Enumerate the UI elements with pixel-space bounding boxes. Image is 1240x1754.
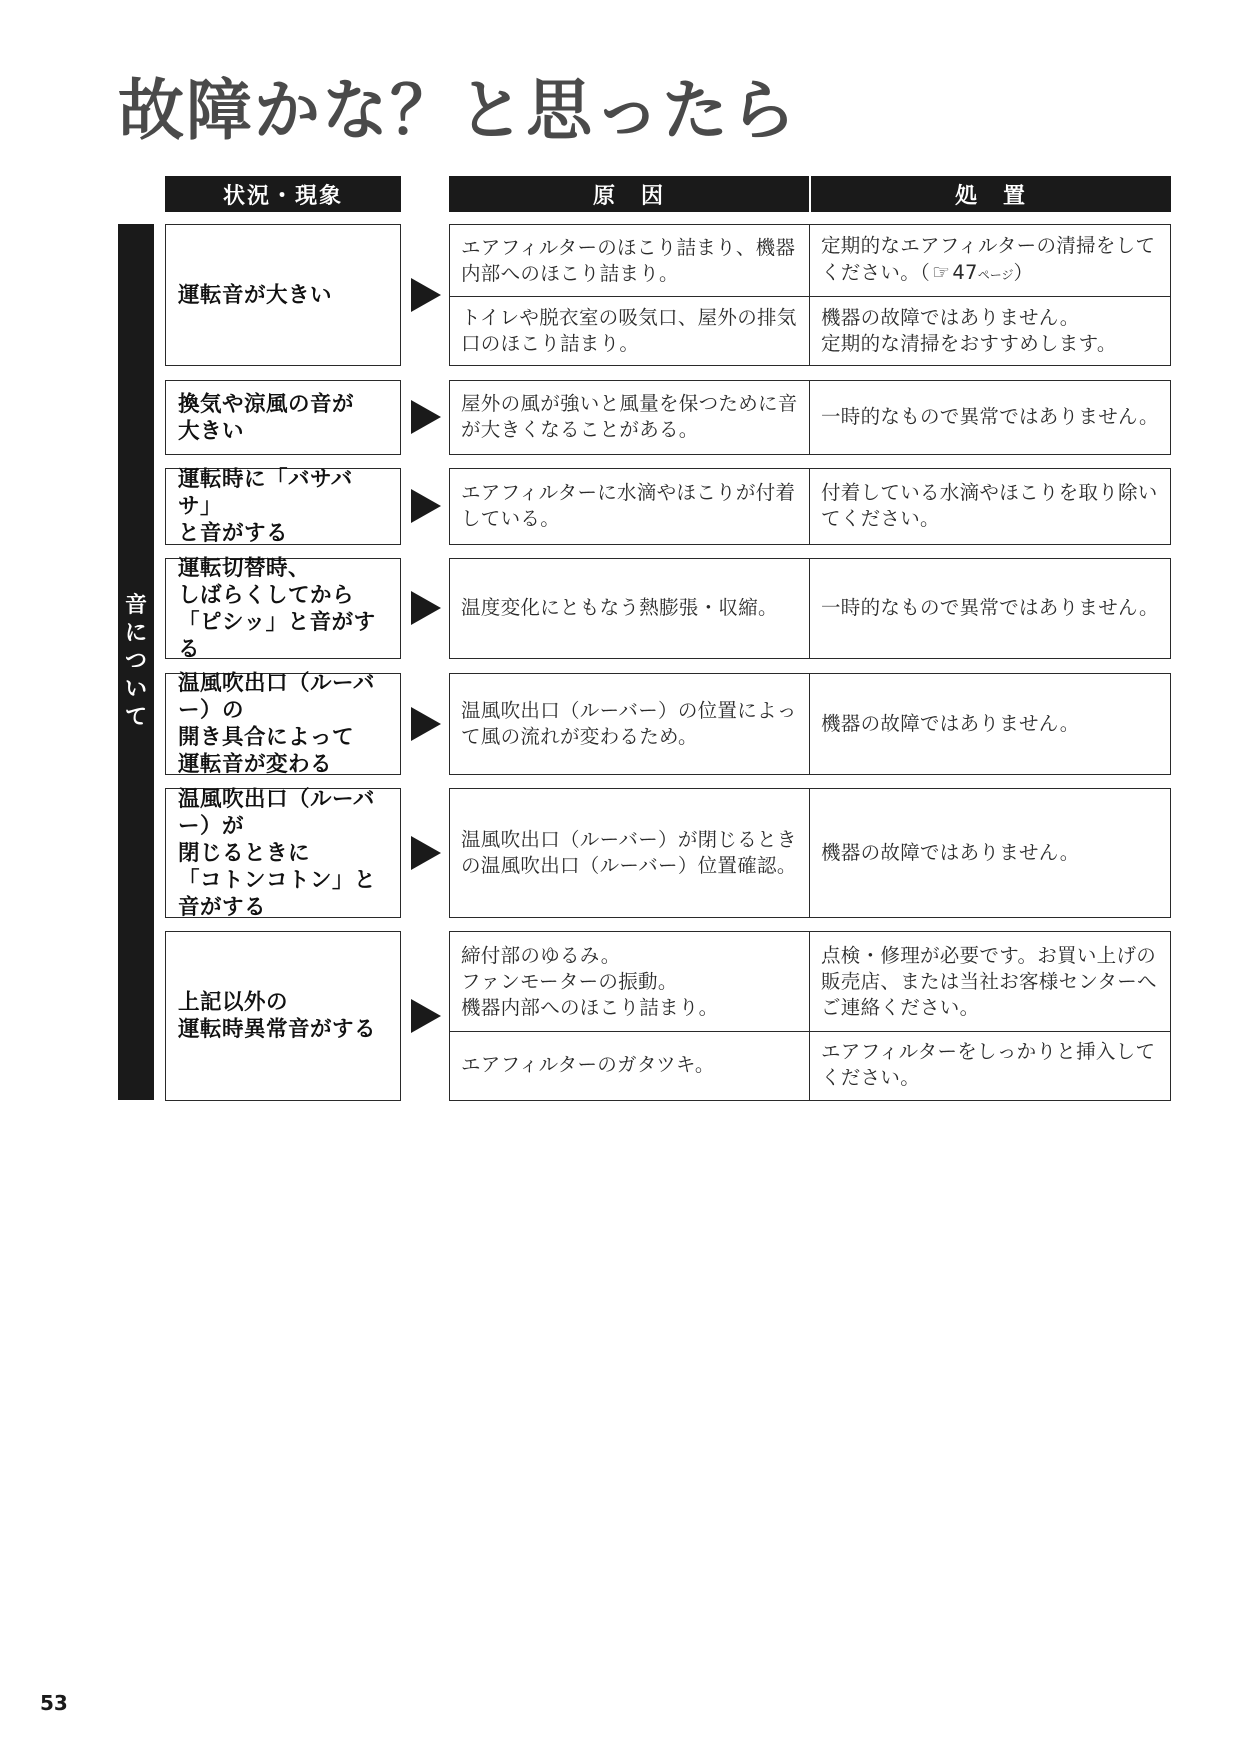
category-char: い (124, 677, 147, 703)
situation-cell: 運転切替時、 しばらくしてから 「ピシッ」と音がする (165, 558, 401, 659)
situation-cell: 上記以外の 運転時異常音がする (165, 931, 401, 1101)
remedy-box (809, 558, 1171, 659)
remedy-cell: 付着している水滴やほこりを取り除いてください。 (821, 481, 1158, 530)
cause-box (449, 468, 810, 545)
arrow-right-icon (411, 591, 441, 625)
situation-cell: 温風吹出口（ルーバー）が 閉じるときに 「コトンコトン」と 音がする (165, 788, 401, 918)
pointing-hand-icon: ☞ (932, 260, 951, 284)
remedy-cell: 機器の故障ではありません。 (821, 840, 1080, 864)
header-cause: 原 因 (449, 176, 809, 212)
cause-box (449, 931, 810, 1101)
remedy-cell: 機器の故障ではありません。 定期的な清掃をおすすめします。 (821, 305, 1117, 355)
cause-cell: 締付部のゆるみ。 ファンモーターの振動。 機器内部へのほこり詰まり。 (461, 943, 719, 1019)
situation-cell: 運転時に「バサバサ」 と音がする (165, 468, 401, 545)
remedy-cell (810, 225, 1170, 296)
page-number: 53 (40, 1691, 68, 1715)
cause-cell: エアフィルターのほこり詰まり、機器内部へのほこり詰まり。 (461, 235, 796, 285)
remedy-box (809, 224, 1171, 366)
arrow-right-icon (411, 836, 441, 870)
remedy-cell: 一時的なもので異常ではありません。 (821, 405, 1159, 428)
remedy-box (809, 673, 1171, 775)
cause-cell: 温度変化にともなう熱膨張・収縮。 (461, 596, 778, 619)
remedy-cell: 機器の故障ではありません。 (821, 711, 1080, 735)
situation-cell: 運転音が大きい (165, 224, 401, 366)
remedy-cell: 一時的なもので異常ではありません。 (821, 596, 1159, 619)
remedy-box (809, 380, 1171, 455)
cause-cell: エアフィルターに水滴やほこりが付着している。 (461, 481, 796, 530)
category-char: て (124, 705, 147, 731)
page-ref-unit: ページ (977, 268, 1014, 282)
arrow-right-icon (411, 278, 441, 312)
remedy-box (809, 931, 1171, 1101)
page-ref-number: 47 (952, 261, 978, 284)
situation-cell: 温風吹出口（ルーバー）の 開き具合によって 運転音が変わる (165, 673, 401, 775)
cause-cell: 温風吹出口（ルーバー）の位置によって風の流れが変わるため。 (461, 698, 797, 748)
remedy-text-with-ref: 定期的なエアフィルターの清掃をしてください。（ ☞ 47ページ） (821, 234, 1156, 284)
remedy-box (809, 468, 1171, 545)
cause-box (449, 788, 810, 918)
cause-cell: トイレや脱衣室の吸気口、屋外の排気口のほこり詰まり。 (461, 305, 797, 355)
arrow-right-icon (411, 489, 441, 523)
cause-cell: 温風吹出口（ルーバー）が閉じるときの温風吹出口（ルーバー）位置確認。 (461, 827, 797, 877)
remedy-box (809, 788, 1171, 918)
remedy-cell: エアフィルターをしっかりと挿入してください。 (821, 1040, 1156, 1089)
category-char: つ (124, 648, 147, 674)
page-title: 故障かな？と思ったら (118, 72, 798, 149)
arrow-right-icon (411, 707, 441, 741)
category-char: に (124, 620, 147, 646)
cause-box (449, 558, 810, 659)
cause-box (449, 224, 810, 366)
header-situation: 状況・現象 (165, 176, 401, 212)
situation-cell: 換気や涼風の音が 大きい (165, 380, 401, 455)
remedy-text: 定期的なエアフィルターの清掃をしてください。 (821, 234, 1156, 284)
category-label-sound (118, 224, 154, 1100)
header-remedy: 処 置 (811, 176, 1171, 212)
category-char: 音 (124, 592, 147, 618)
cause-cell: エアフィルターのガタツキ。 (461, 1053, 715, 1076)
remedy-cell: 点検・修理が必要です。お買い上げの販売店、または当社お客様センターへご連絡ください。 (821, 943, 1157, 1019)
arrow-right-icon (411, 400, 441, 434)
arrow-right-icon (411, 999, 441, 1033)
cause-cell: 屋外の風が強いと風量を保つために音が大きくなることがある。 (461, 392, 798, 441)
cause-box (449, 380, 810, 455)
cause-box (449, 673, 810, 775)
